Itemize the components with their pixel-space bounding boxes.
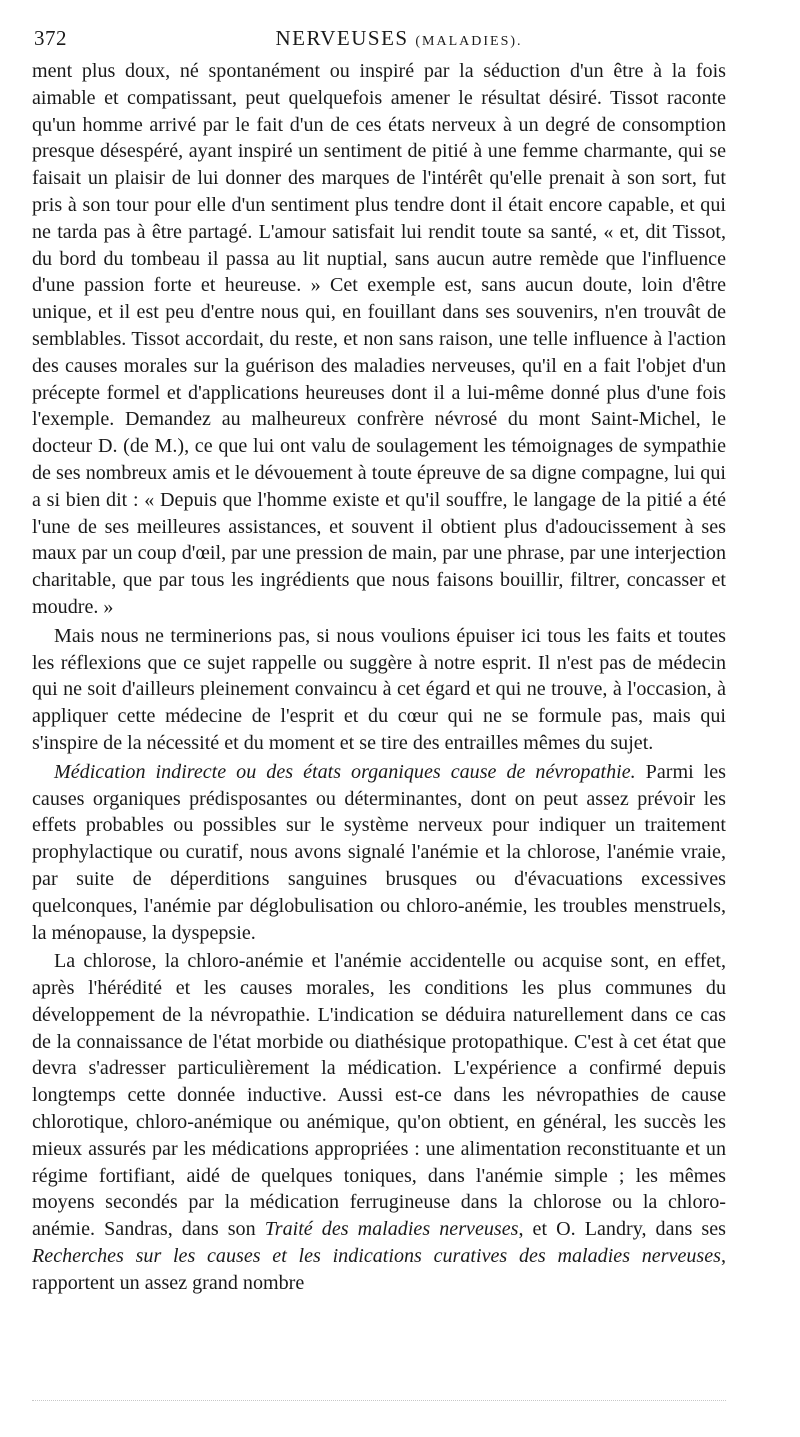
paragraph — [32, 759, 726, 947]
running-head — [32, 26, 726, 51]
page-header — [32, 26, 726, 56]
text-segment: , et O. Landry, dans ses — [518, 1218, 726, 1241]
text-segment: ment plus doux, né spontanément ou inspiré par la séduction d'un être à la fois aimable et compatissant, peut quelquefois amener le résultat désiré. Tissot raconte qu'un homme arrivé par le fait d'un de ces états nerveux à un degré de consomption presque désespéré, ayant inspiré un sentiment de pitié à une femme charmante, qui se faisait un plaisir de lui donner des marques de l'intérêt qu'elle prenait à son sort, fut pris à son tour pour elle d'un sentiment plus tendre dont il était encore capable, et qui ne tarda pas à être partagé. L'amour satisfait lui rendit toute sa santé, « et, dit Tissot, du bord du tombeau il passa au lit nuptial, sans aucun autre remède que l'influence d'une passion forte et heureuse. » Cet exemple est, sans aucun doute, loin d'être unique, et il est peu d'entre nous qui, en fouillant dans ses souvenirs, n'en trouvât de semblables. Tissot accordait, du reste, et non sans raison, une telle influence à l'action des causes morales sur la guérison des maladies nerveuses, qu'il en a fait l'objet d'un précepte formel et d'applications heureuses dont il a lui-même donné plus d'une fois l'exemple. Demandez au malheureux confrère névrosé du mont Saint-Michel, le docteur D. (de M.), ce que lui ont valu de soulagement les témoignages de sympathie de ses nombreux amis et le dévouement à toute épreuve de sa digne compagne, lui qui a si bien dit : « Depuis que l'homme existe et qu'il souffre, le langage de la pitié a été l'une de ses meilleures assistances, et souvent il obtient plus d'adoucissement à ses maux par un coup d'œil, par une pression de main, par une phrase, par une interjection charitable, que par tous les ingrédients que nous faisons bouillir, filtrer, concasser et moudre. » — [32, 60, 726, 618]
text-segment: La chlorose, la chloro-anémie et l'anémie accidentelle ou acquise sont, en effet, après l'hérédité et les causes morales, les conditions les plus communes du développement de la névropathie. L'indication se déduira naturellement dans ce cas de la connaissance de l'état morbide ou diathésique protopathique. C'est à cet état que devra s'adresser particulièrement la médication. L'expérience a confirmé depuis longtemps cette donnée inductive. Aussi est-ce dans les névropathies de cause chlorotique, chloro-anémique ou anémique, qu'on obtient, en général, les succès les mieux assurés par les médications appropriées : une alimentation reconstituante et un régime fortifiant, aidé de quelques toniques, dans l'anémie simple ; les mêmes moyens secondés par la médication ferrugineuse dans la chlorose ou la chloro-anémie. Sandras, dans son — [32, 950, 726, 1241]
page-number: 372 — [34, 26, 67, 50]
text-segment: Mais nous ne terminerions pas, si nous voulions épuiser ici tous les faits et toutes les réflexions que ce sujet rappelle ou suggère à notre esprit. Il n'est pas de médecin qui ne soit d'ailleurs pleinement convaincu à cet égard et qui ne trouve, à l'occasion, à appliquer cette médecine de l'esprit et du cœur qui ne se formule pas, mais qui s'inspire de la nécessité et du moment et se tire des entrailles mêmes du sujet. — [32, 624, 726, 754]
body-text — [32, 58, 726, 1297]
italic-text: Traité des maladies nerveuses — [264, 1218, 519, 1241]
paragraph — [32, 948, 726, 1296]
running-subtitle: (MALADIES). — [415, 34, 523, 49]
italic-text: Médication indirecte ou des états organiques cause de névropathie. — [54, 760, 636, 783]
paragraph — [32, 58, 726, 621]
footer-rule — [32, 1400, 726, 1407]
running-title: NERVEUSES — [275, 26, 409, 50]
italic-text: Recherches sur les causes et les indications curatives des maladies nerveuses — [32, 1245, 721, 1268]
document-page — [32, 26, 726, 1299]
paragraph — [32, 623, 726, 757]
text-segment: , rapportent un assez grand nombre — [32, 1245, 726, 1294]
text-segment: Parmi les causes organiques prédisposantes ou déterminantes, dont on peut assez prévoir les effets probables ou possibles sur le système nerveux pour indiquer un traitement prophylactique ou curatif, nous avons signalé l'anémie et la chlorose, l'anémie vraie, par suite de déperditions sanguines brusques ou d'évacuations excessives quelconques, l'anémie par déglobulisation ou chloro-anémie, les troubles menstruels, la ménopause, la dyspepsie. — [32, 760, 726, 944]
